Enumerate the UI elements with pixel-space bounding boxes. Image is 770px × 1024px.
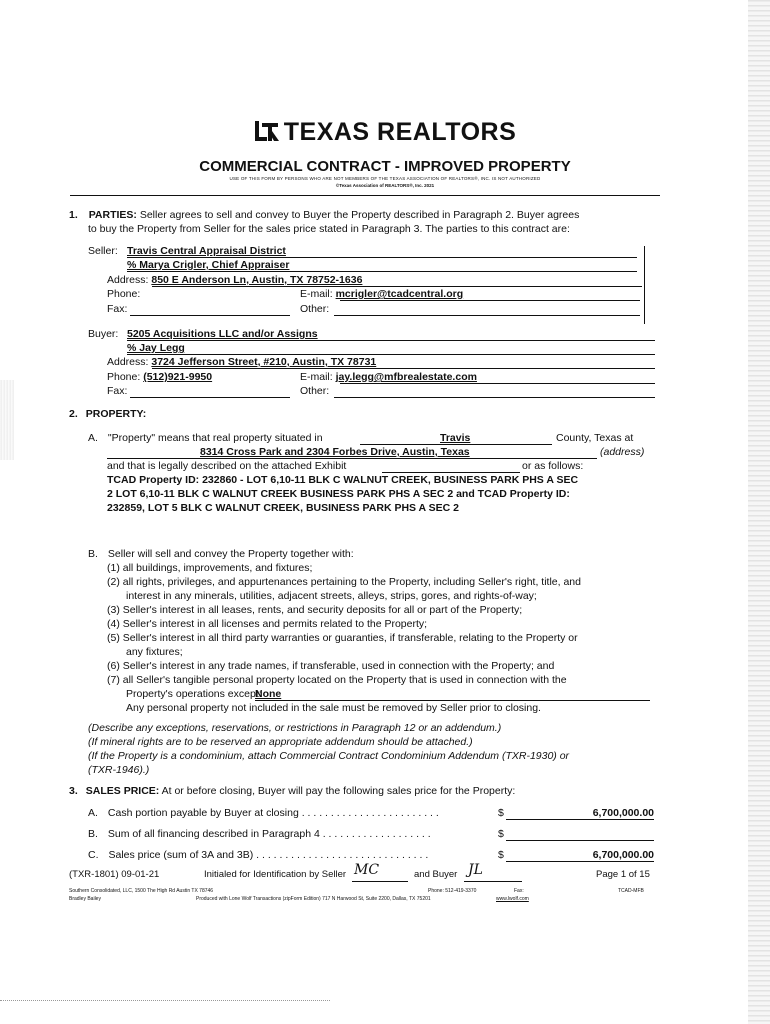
property-b-2a: (2) all rights, privileges, and appurtenances pertaining to the Property, including Seller's right, title, and xyxy=(107,576,581,588)
buyer-fax-line xyxy=(130,397,290,398)
buyer-email-line xyxy=(340,383,655,384)
sales-price-b: B. Sum of all financing described in Paragraph 4 . . . . . . . . . . . . . . . . . . . xyxy=(88,828,431,840)
seller-fax-label: Fax: xyxy=(107,303,128,315)
buyer-initials-line xyxy=(464,881,522,882)
seller-name[interactable]: Travis Central Appraisal District xyxy=(127,245,286,257)
broker-phone: Phone: 512-419-3370 xyxy=(428,888,477,894)
note-4: (TXR-1946).) xyxy=(88,764,150,776)
property-b-5a: (5) Seller's interest in all third party warranties or guaranties, if transferable, relating to the Property or xyxy=(107,632,578,644)
website-link[interactable]: www.lwolf.com xyxy=(496,896,529,902)
seller-other-line xyxy=(334,315,640,316)
seller-attn-line xyxy=(127,271,637,272)
currency-b: $ xyxy=(498,828,504,840)
note-1: (Describe any exceptions, reservations, or restrictions in Paragraph 12 or an addendum.) xyxy=(88,722,502,734)
note-2: (If mineral rights are to be reserved an appropriate addendum should be attached.) xyxy=(88,736,473,748)
produced-line: Produced with Lone Wolf Transactions (zipForm Edition) 717 N Harwood St, Suite 2200, Dallas, TX 75201 xyxy=(196,896,431,902)
broker-line: Southern Consolidated, LLC, 1500 The High Rd Austin TX 78746 xyxy=(69,888,214,894)
buyer-initials[interactable]: JL xyxy=(468,862,483,878)
note-3: (If the Property is a condominium, attach Commercial Contract Condominium Addendum (TXR-1930) or xyxy=(88,750,570,762)
seller-initials-line xyxy=(352,881,408,882)
page-title: COMMERCIAL CONTRACT - IMPROVED PROPERTY xyxy=(199,158,571,175)
address-label: (address) xyxy=(600,446,645,458)
scan-left-noise xyxy=(0,380,14,460)
buyer-fax-label: Fax: xyxy=(107,385,128,397)
parties-line-1: 1. PARTIES: Seller agrees to sell and convey to Buyer the Property described in Paragraph 2. Buyer agrees xyxy=(69,209,580,221)
parties-line-2: to buy the Property from Seller for the sales price stated in Paragraph 3. The parties to this contract are: xyxy=(88,223,570,235)
buyer-phone[interactable]: Phone: (512)921-9950 xyxy=(107,371,213,383)
seller-fax-line xyxy=(130,315,290,316)
property-b-3: (3) Seller's interest in all leases, rents, and security deposits for all or part of the Property; xyxy=(107,604,523,616)
scan-edge-noise xyxy=(748,0,770,1024)
seller-email-line xyxy=(340,300,640,301)
seller-initials[interactable]: MC xyxy=(354,862,380,878)
currency-a: $ xyxy=(498,807,504,819)
texas-realtors-logo-icon xyxy=(254,119,280,143)
property-address[interactable]: 8314 Cross Park and 2304 Forbes Drive, Austin, Texas xyxy=(200,446,470,458)
buyer-label: Buyer: xyxy=(88,328,119,340)
property-b-4: (4) Seller's interest in all licenses and permits related to the Property; xyxy=(107,618,428,630)
copyright-line: ©Texas Association of REALTORS®, Inc. 2021 xyxy=(335,183,435,188)
initialed-text: Initialed for Identification by Seller xyxy=(204,869,347,880)
agent-name: Bradley Bailey xyxy=(69,896,101,902)
buyer-email[interactable]: E-mail: jay.legg@mfbrealestate.com xyxy=(300,371,477,383)
seller-address[interactable]: Address: 850 E Anderson Ln, Austin, TX 78752-1636 xyxy=(107,274,363,286)
buyer-other-line xyxy=(334,397,655,398)
form-id: (TXR-1801) 09-01-21 xyxy=(69,869,160,880)
sales-price-a: A. Cash portion payable by Buyer at closing . . . . . . . . . . . . . . . . . . . . . . . . xyxy=(88,807,439,819)
buyer-other-label: Other: xyxy=(300,385,330,397)
buyer-name[interactable]: 5205 Acquisitions LLC and/or Assigns xyxy=(127,328,318,340)
property-b-6: (6) Seller's interest in any trade names, if transferable, used in connection with the Property; and xyxy=(107,660,555,672)
brand-logo xyxy=(0,118,770,147)
and-buyer-text: and Buyer xyxy=(414,869,458,880)
header-rule xyxy=(70,195,660,196)
brand-name: TEXAS REALTORS xyxy=(283,118,517,146)
property-b-5b: any fixtures; xyxy=(126,646,183,658)
seller-phone-label: Phone: xyxy=(107,288,141,300)
county-suffix: County, Texas at xyxy=(556,432,634,444)
exceptions-value[interactable]: None xyxy=(255,688,282,700)
financing-line xyxy=(506,840,654,841)
seller-label: Seller: xyxy=(88,245,118,257)
tcad-tag: TCAD-MFB xyxy=(618,888,644,894)
sales-price-heading: 3. SALES PRICE: At or before closing, Buyer will pay the following sales price for the Property: xyxy=(69,785,516,797)
page-number: Page 1 of 15 xyxy=(596,869,650,880)
currency-c: $ xyxy=(498,849,504,861)
legal-description-2: 2 LOT 6,10-11 BLK C WALNUT CREEK BUSINESS PARK PHS A SEC 2 and TCAD Property ID: xyxy=(107,488,570,500)
property-heading: 2. PROPERTY: xyxy=(69,408,147,420)
property-a-line-1: A. "Property" means that real property situated in xyxy=(88,432,323,444)
legal-description-1: TCAD Property ID: 232860 - LOT 6,10-11 BLK C WALNUT CREEK, BUSINESS PARK PHS A SEC xyxy=(107,474,579,486)
seller-attn[interactable]: % Marya Crigler, Chief Appraiser xyxy=(127,259,290,271)
property-a-or-follows: or as follows: xyxy=(522,460,584,472)
property-b-7a: (7) all Seller's tangible personal property located on the Property that is used in connection with the xyxy=(107,674,567,686)
sales-price-c: C. Sales price (sum of 3A and 3B) . . . . . . . . . . . . . . . . . . . . . . . . . . . . . . xyxy=(88,849,429,861)
cash-portion-value[interactable]: 6,700,000.00 xyxy=(592,807,654,819)
margin-mark xyxy=(644,246,645,324)
buyer-attn[interactable]: % Jay Legg xyxy=(127,342,185,354)
county-value[interactable]: Travis xyxy=(440,432,471,444)
property-a-line-2: and that is legally described on the attached Exhibit xyxy=(107,460,347,472)
property-b-7c: Any personal property not included in the sale must be removed by Seller prior to closing. xyxy=(126,702,541,714)
broker-fax: Fax: xyxy=(514,888,524,894)
buyer-name-line xyxy=(127,340,655,341)
seller-other-label: Other: xyxy=(300,303,330,315)
property-b-2b: interest in any minerals, utilities, adjacent streets, alleys, strips, gores, and rights-of-way; xyxy=(126,590,537,602)
scan-bottom-noise xyxy=(0,1000,330,1001)
property-b-intro: B. Seller will sell and convey the Property together with: xyxy=(88,548,354,560)
buyer-address-line xyxy=(152,368,655,369)
property-b-7b: Property's operations except: xyxy=(126,688,262,700)
property-b-1: (1) all buildings, improvements, and fixtures; xyxy=(107,562,313,574)
seller-email[interactable]: E-mail: mcrigler@tcadcentral.org xyxy=(300,288,464,300)
legal-description-3: 232859, LOT 5 BLK C WALNUT CREEK, BUSINESS PARK PHS A SEC 2 xyxy=(107,502,460,514)
buyer-address[interactable]: Address: 3724 Jefferson Street, #210, Austin, TX 78731 xyxy=(107,356,377,368)
usage-notice: USE OF THIS FORM BY PERSONS WHO ARE NOT MEMBERS OF THE TEXAS ASSOCIATION OF REALTORS®, INC. IS NOT AUTHORIZED xyxy=(229,176,541,181)
sales-price-value[interactable]: 6,700,000.00 xyxy=(592,849,654,861)
